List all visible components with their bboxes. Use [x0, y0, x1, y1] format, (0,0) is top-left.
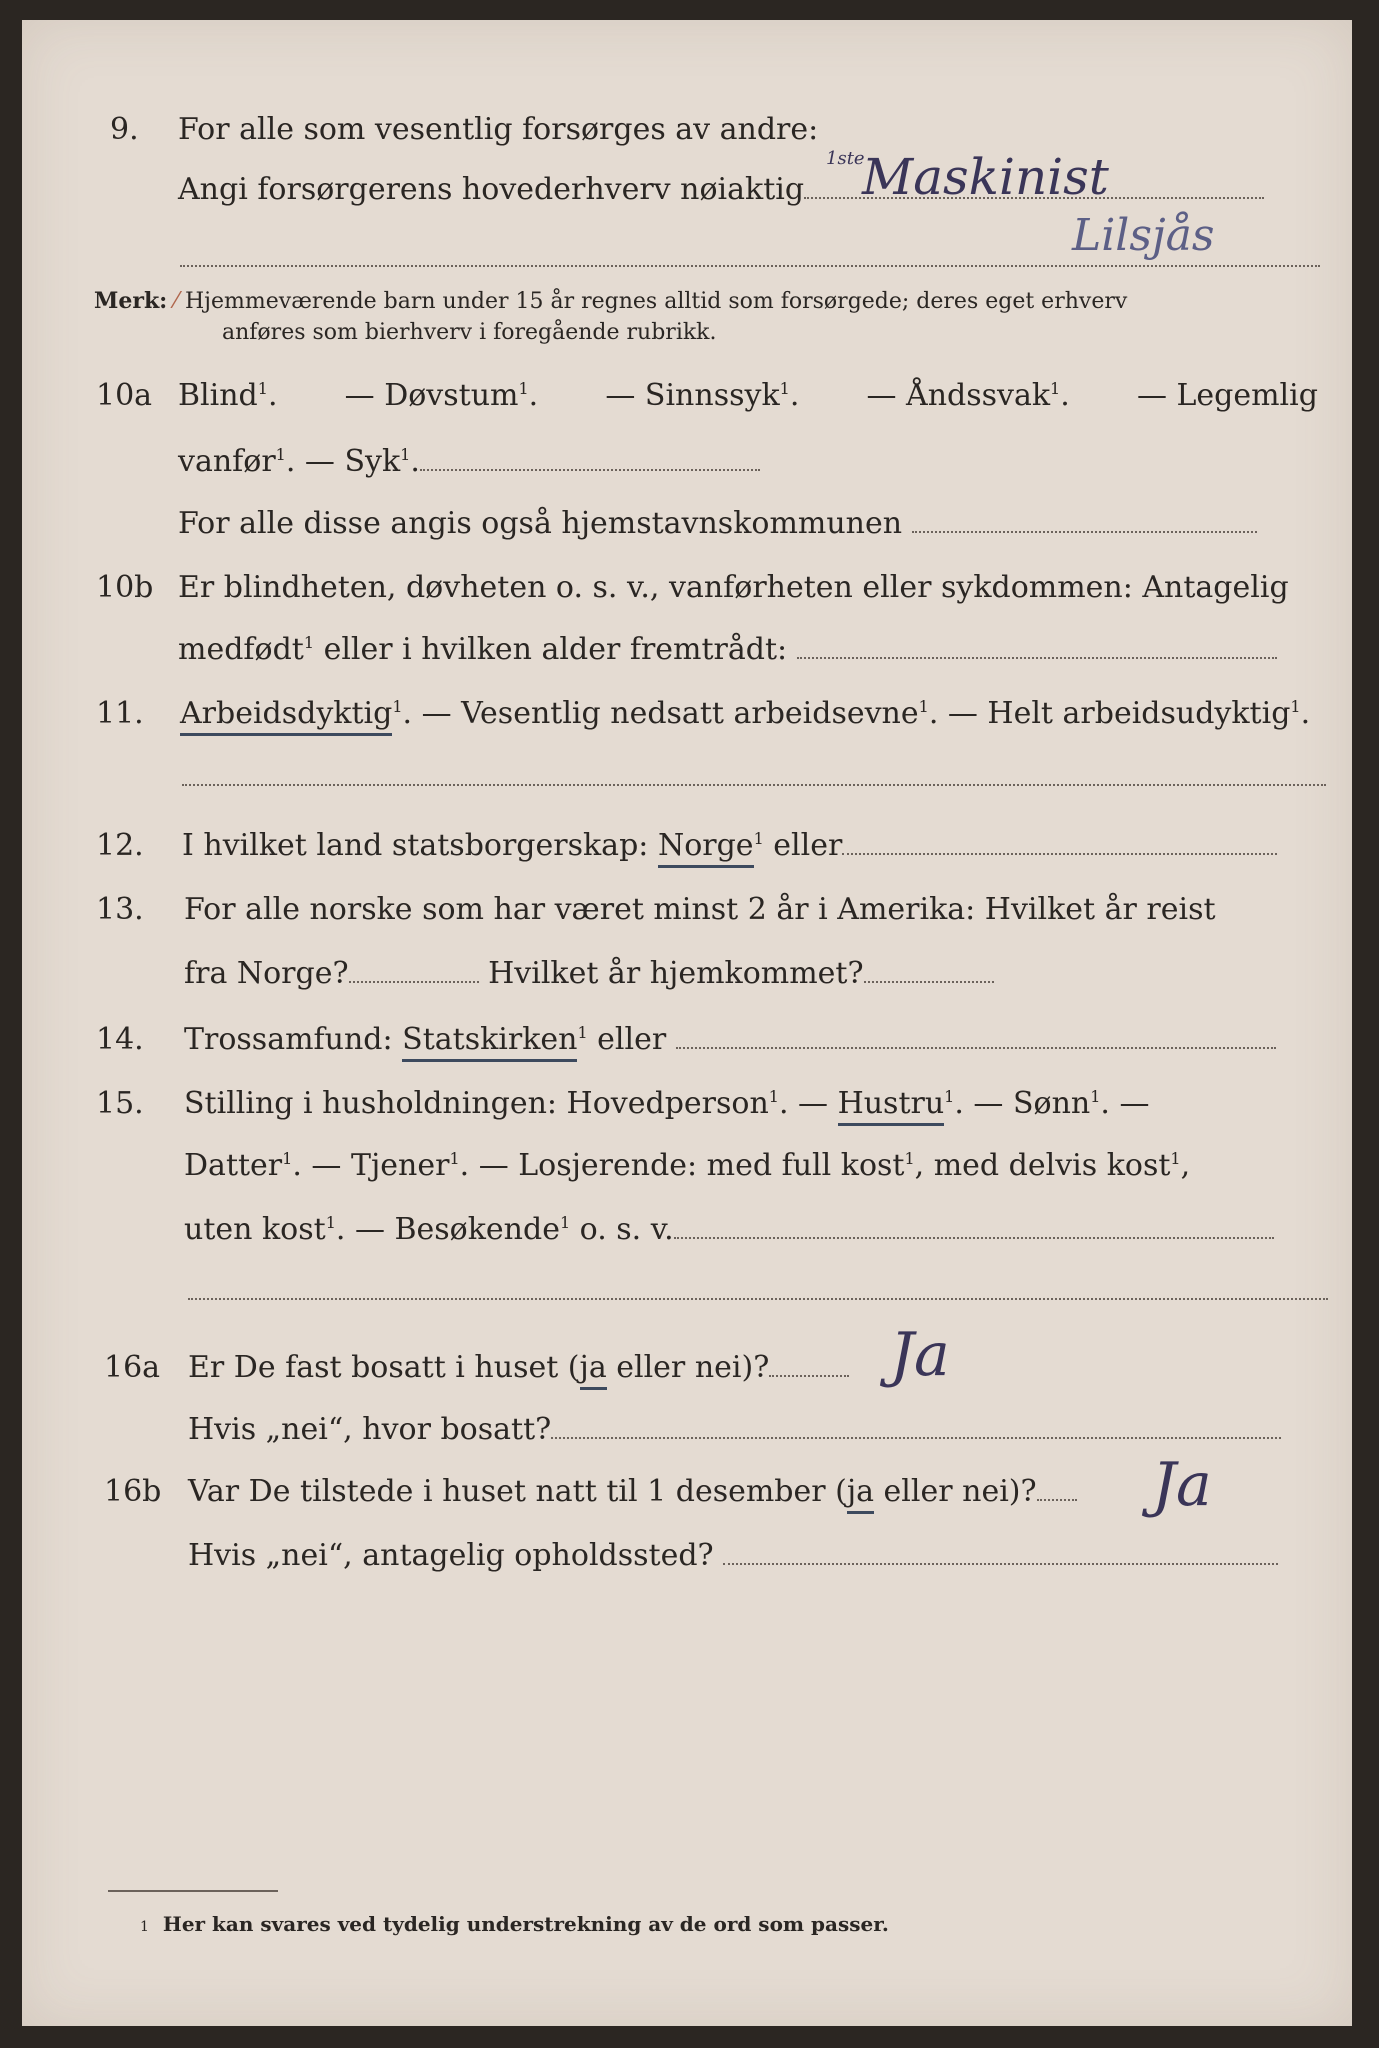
q12-line: [182, 828, 1277, 864]
q16a-label: Er De fast bosatt i huset (: [188, 1350, 580, 1385]
q11-udyktig: . — Helt arbeidsudyktig: [928, 696, 1291, 731]
q16a-hvis-nei: Hvis „nei“, hvor bosatt?: [188, 1412, 552, 1447]
footnote-ref: 1: [1090, 1087, 1101, 1106]
q11-nedsatt: . — Vesentlig nedsatt arbeidsevne: [402, 696, 919, 731]
q10a-line3: [178, 506, 1257, 542]
merk-note: [94, 286, 1127, 317]
q12-eller: eller: [763, 828, 843, 863]
footnote-ref: 1: [303, 633, 315, 652]
q15-tjener: . — Tjener: [292, 1148, 450, 1183]
footnote-ref: 1: [325, 1213, 336, 1232]
q14-answer-line: [676, 1023, 1276, 1049]
footnote-ref: 1: [944, 1087, 955, 1106]
q10b-line2: [178, 632, 1277, 668]
q10a-hjemstavn-line: [912, 507, 1257, 533]
footnote-ref: 1: [918, 697, 929, 716]
q15-line2: [184, 1148, 1190, 1184]
q16b-line2: [188, 1538, 1278, 1574]
q12-number: 12.: [96, 828, 144, 863]
footnote-ref: 1: [257, 379, 268, 398]
q9-label: Angi forsørgerens hovederhverv nøiaktig: [178, 172, 805, 207]
q10a-line1: Blind$^1$. — Døvstum$^1$. — Sinnssyk$^1$. — Åndssvak$^1$. — Legemlig: [178, 378, 1318, 413]
footnote-ref: 1: [753, 829, 764, 848]
q16a-bosatt-line: [551, 1413, 1281, 1439]
q16b-handwritten-answer: Ja: [1152, 1450, 1212, 1520]
pencil-mark-icon: ⁄: [174, 289, 178, 314]
footnote: [140, 1912, 889, 1936]
q16a-line2: [188, 1412, 1281, 1448]
q15-sonn: . — Sønn: [954, 1086, 1091, 1121]
q10a-answer-line: [420, 445, 760, 471]
footnote-ref: 1: [1170, 1149, 1181, 1168]
footnote-ref: 1: [559, 1213, 571, 1232]
q10a-vanfor: vanfør: [178, 444, 276, 479]
q15-comma: ,: [1180, 1148, 1191, 1183]
q9-handwritten-place: Lilsjås: [1072, 210, 1215, 261]
q10a-number: 10a: [96, 378, 153, 413]
q16a-line1: [188, 1350, 849, 1386]
q16b-ja-underlined: ja: [847, 1474, 874, 1514]
footnote-ref: 1: [518, 379, 529, 398]
q13-number: 13.: [96, 892, 144, 927]
footnote-ref: 1: [282, 1149, 293, 1168]
q16b-line1: [188, 1474, 1077, 1510]
footnote-ref: 1: [779, 379, 790, 398]
footnote-mark: 1: [140, 1919, 149, 1935]
q11-line: [180, 696, 1310, 732]
q15-line1: [184, 1086, 1150, 1122]
q16b-opholdssted-line: [723, 1539, 1278, 1565]
q15-osv: o. s. v.: [570, 1212, 674, 1247]
footnote-ref: 1: [400, 445, 411, 464]
footnote-separator: [108, 1890, 278, 1892]
q13-line2: [184, 956, 994, 992]
footnote-ref: 1: [392, 697, 403, 716]
q15-answer-line: [674, 1213, 1274, 1239]
q10b-medfodt: medfødt: [178, 632, 304, 667]
q10a-hjemstavn: For alle disse angis også hjemstavnskommunen: [178, 506, 903, 541]
q14-line: [184, 1022, 1276, 1058]
q16b-answer-line: [1037, 1475, 1077, 1501]
q14-number: 14.: [96, 1022, 144, 1057]
q13-hjemkommet-line: [864, 957, 994, 983]
q10b-line1: Er blindheten, døvheten o. s. v., vanførheten eller sykdommen: Antagelig: [178, 570, 1289, 605]
q16a-eller-nei: eller nei)?: [606, 1350, 770, 1385]
q9-extra-line: [180, 265, 1320, 267]
q11-answer-line: [182, 784, 1326, 786]
footnote-ref: 1: [1290, 697, 1301, 716]
q13-reist: fra Norge?: [184, 956, 349, 991]
footnote-ref: 1: [275, 445, 286, 464]
q15-hovedperson: Stilling i husholdningen: Hovedperson: [184, 1086, 769, 1121]
q10a-blind: Blind: [178, 378, 258, 413]
q13-reist-line: [349, 957, 479, 983]
q10b-alder: eller i hvilken alder fremtrådt:: [314, 632, 788, 667]
q15-datter: Datter: [184, 1148, 283, 1183]
q12-label: I hvilket land statsborgerskap:: [182, 828, 649, 863]
q15-besokende: . — Besøkende: [335, 1212, 560, 1247]
q15-extra-line: [188, 1298, 1328, 1300]
q15-number: 15.: [96, 1086, 144, 1121]
q16b-number: 16b: [104, 1474, 162, 1509]
footnote-text: Her kan svares ved tydelig understrekning av de ord som passer.: [162, 1912, 889, 1936]
q10a-dovstum: — Døvstum: [344, 378, 519, 413]
q10a-syk: . — Syk: [285, 444, 401, 479]
footnote-ref: 1: [1050, 379, 1061, 398]
q15-dash: . —: [778, 1086, 838, 1121]
q16b-label: Var De tilstede i huset natt til 1 desember (: [188, 1474, 847, 1509]
q15-line3: [184, 1212, 1274, 1248]
q10b-number: 10b: [96, 570, 154, 605]
q13-hjemkommet: Hvilket år hjemkommet?: [488, 956, 864, 991]
q16a-answer-line: [769, 1351, 849, 1377]
q9-handwritten-occupation: Maskinist: [862, 148, 1109, 206]
q16a-handwritten-answer: Ja: [890, 1320, 950, 1390]
footnote-ref: 1: [577, 1023, 588, 1042]
q14-label: Trossamfund:: [184, 1022, 393, 1057]
merk-label: Merk:: [94, 288, 168, 314]
footnote-ref: 1: [449, 1149, 460, 1168]
q11-number: 11.: [96, 696, 144, 731]
q16b-hvis-nei: Hvis „nei“, antagelig opholdssted?: [188, 1538, 714, 1573]
merk-line2: anføres som bierhverv i foregående rubrikk.: [222, 320, 717, 345]
q16b-eller-nei: eller nei)?: [874, 1474, 1037, 1509]
merk-line1: Hjemmeværende barn under 15 år regnes alltid som forsørgede; deres eget erhverv: [185, 289, 1128, 314]
q9-handwritten-ordinal: 1ste: [826, 148, 865, 169]
q15-delvis-kost: , med delvis kost: [914, 1148, 1171, 1183]
q15-uten-kost: uten kost: [184, 1212, 326, 1247]
q14-statskirken-underlined: Statskirken: [402, 1022, 577, 1062]
q11-arbeidsdyktig-underlined: Arbeidsdyktig: [180, 696, 392, 736]
footnote-ref: 1: [768, 1087, 779, 1106]
q10a-line2: vanfør$^1$. — Syk$^1$.: [178, 444, 760, 480]
q14-eller: eller: [587, 1022, 667, 1057]
q12-answer-line: [842, 829, 1277, 855]
q12-norge-underlined: Norge: [658, 828, 754, 868]
q9-number: 9.: [110, 112, 139, 147]
census-form-page: [22, 20, 1352, 2026]
q11-period: .: [1300, 696, 1311, 731]
q10a-sinnssyk: — Sinnssyk: [605, 378, 780, 413]
q15-dash-end: . —: [1100, 1086, 1150, 1121]
q15-hustru-underlined: Hustru: [838, 1086, 945, 1126]
q13-line1: For alle norske som har været minst 2 år i Amerika: Hvilket år reist: [184, 892, 1216, 927]
footnote-ref: 1: [904, 1149, 915, 1168]
q9-line1: For alle som vesentlig forsørges av andre:: [178, 112, 819, 147]
q16a-number: 16a: [104, 1350, 161, 1385]
q10a-andssvak: — Åndssvak: [866, 378, 1051, 413]
q16a-ja-underlined: ja: [580, 1350, 607, 1390]
q10a-legemlig: — Legemlig: [1136, 378, 1318, 413]
q10b-answer-line: [797, 633, 1277, 659]
q15-full-kost: . — Losjerende: med full kost: [459, 1148, 905, 1183]
